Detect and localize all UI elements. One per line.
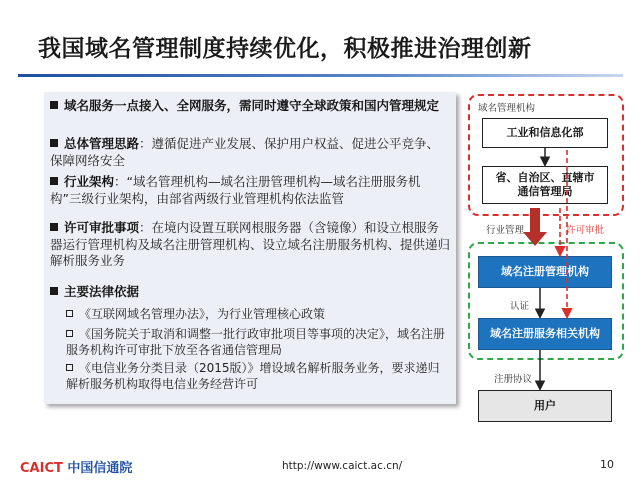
hollow-square-bullet-icon [66, 364, 73, 371]
certification-label: 认证 [510, 301, 530, 312]
title-divider [18, 74, 623, 77]
text-panel [44, 92, 456, 404]
industry-management-arrow [523, 208, 547, 246]
slide-title: 我国域名管理制度持续优化，积极推进治理创新 [38, 36, 532, 62]
miit-box: 工业和信息化部 [482, 118, 608, 148]
bullet-item-3: 行业架构：“域名管理机构—域名注册管理机构—域名注册服务机构”三级行业架构，由部省两级行业管理机构依法监管 [50, 174, 421, 206]
registry-box: 域名注册管理机构 [478, 256, 612, 288]
bullet-item-5: 主要法律依据 [50, 284, 450, 301]
industry-management-label: 行业管理 [486, 225, 525, 236]
page-number: 10 [600, 458, 614, 471]
sub-item-2: 《国务院关于取消和调整一批行政审批项目等事项的决定》，域名注册服务机构许可审批下放至各省通信管理局 [66, 327, 446, 357]
square-bullet-icon [50, 177, 58, 185]
bullet-item-1: 域名服务一点接入、全网服务，需同时遵守全球政策和国内管理规定 [50, 98, 450, 115]
bullet-item-4: 许可审批事项：在境内设置互联网根服务器（含镜像）和设立根服务器运行管理机构及域名注册管理机构、设立域名注册服务机构、提供递归解析服务业务 [50, 220, 451, 268]
user-box: 用户 [478, 390, 612, 422]
caict-logo: CAICT 中国信通院 [20, 461, 133, 476]
bullet-item-2: 总体管理思路：遵循促进产业发展、保护用户权益、促进公平竞争、保障网络安全 [50, 136, 440, 168]
square-bullet-icon [50, 139, 58, 147]
footer-url[interactable]: http://www.caict.ac.cn/ [282, 460, 403, 472]
diagram-arrows [460, 90, 635, 435]
square-bullet-icon [50, 223, 58, 231]
sub-item-1: 《互联网域名管理办法》，为行业管理核心政策 [66, 306, 450, 322]
sub-item-3: 《电信业务分类目录（2015版）》增设域名解析服务业务，要求递归解析服务机构取得电信业务经营许可 [66, 361, 440, 391]
province-bureau-box: 省、自治区、直辖市通信管理局 [482, 166, 608, 204]
square-bullet-icon [50, 287, 58, 295]
square-bullet-icon [50, 101, 58, 109]
hollow-square-bullet-icon [66, 330, 73, 337]
license-approval-label: 许可审批 [566, 225, 605, 236]
registrar-box: 域名注册服务相关机构 [478, 318, 612, 350]
registration-agreement-label: 注册协议 [494, 374, 533, 385]
hollow-square-bullet-icon [66, 310, 73, 317]
admin-group-label: 域名管理机构 [478, 103, 536, 114]
